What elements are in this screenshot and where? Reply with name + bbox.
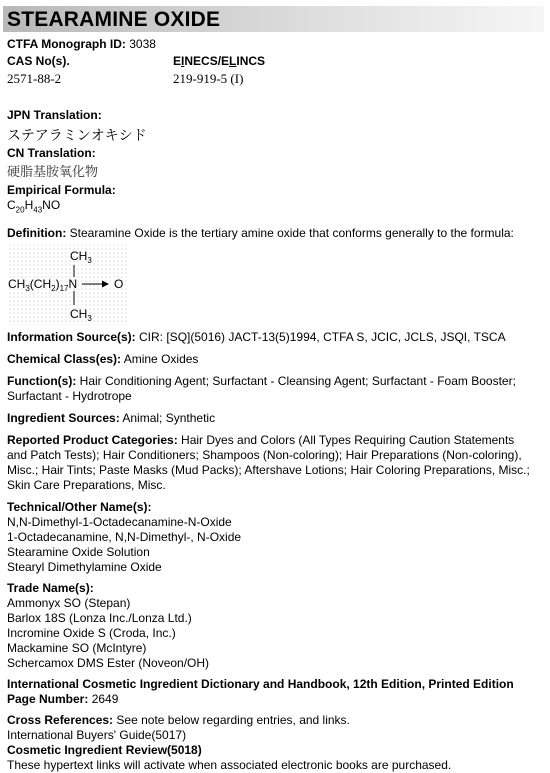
- product-categories-label: Reported Product Categories:: [7, 433, 178, 448]
- list-item: Stearamine Oxide Solution: [7, 545, 150, 560]
- cross-references-text: See note below regarding entries, and links.: [116, 713, 350, 728]
- list-item: Stearyl Dimethylamine Oxide: [7, 560, 162, 575]
- trade-names-label: Trade Name(s):: [7, 581, 94, 596]
- ctfa-id: [7, 37, 537, 52]
- svg-text:CH3(CH2)17N: $CH_3(CH_2)_{17}N$: [8, 277, 78, 294]
- cross-references: [7, 713, 537, 728]
- cross-references-label: Cross References:: [7, 713, 114, 728]
- jpn-value: ステアラミンオキシド: [7, 128, 147, 144]
- jpn-label: JPN Translation:: [7, 108, 102, 122]
- cosmetic-ingredient-review-link[interactable]: Cosmetic Ingredient Review(5018): [7, 743, 202, 758]
- structural-formula: [8, 243, 128, 325]
- cas-column: [7, 54, 173, 86]
- page-title: STEARAMINE OXIDE: [7, 8, 221, 31]
- list-item: N,N-Dimethyl-1-Octadecanamine-N-Oxide: [7, 515, 232, 530]
- functions: [7, 374, 537, 404]
- other-names-list: [7, 515, 537, 575]
- definition-label: Definition:: [7, 226, 67, 241]
- info-sources-label: Information Source(s):: [7, 330, 136, 345]
- functions-label: Function(s):: [7, 374, 77, 389]
- definition-text: Stearamine Oxide is the tertiary amine oxide that conforms generally to the formula:: [69, 226, 514, 241]
- other-names-label: Technical/Other Name(s):: [7, 500, 152, 515]
- trade-names-list: [7, 596, 537, 671]
- product-categories-text: Hair Dyes and Colors (All Types Requiring Caution Statements and Patch Tests); Hair Conditioners; Shampoos (Non-coloring); Hair Preparations (Non-coloring), Misc.; Hair Tints; Paste Masks (Mud Packs); Aftershave Lotions; Hair Coloring Preparations, Misc.; Skin Care Preparations, Misc.: [7, 433, 530, 493]
- ctfa-value: 3038: [129, 37, 156, 51]
- structure-drawing: [8, 243, 128, 325]
- cas-value: 2571-88-2: [7, 71, 62, 86]
- monograph-content: [7, 37, 537, 773]
- cn-label: CN Translation:: [7, 146, 96, 160]
- list-item: Mackamine SO (McIntyre): [7, 641, 147, 656]
- dictionary-value: 2649: [91, 692, 119, 707]
- einecs-column: [173, 54, 265, 86]
- list-item: Ammonyx SO (Stepan): [7, 596, 131, 611]
- einecs-value: 219-919-5 (I): [173, 71, 244, 86]
- cas-label: CAS No(s).: [7, 54, 70, 68]
- ingredient-sources: [7, 411, 537, 426]
- ctfa-label: CTFA Monograph ID:: [7, 37, 126, 51]
- buyers-guide-link[interactable]: International Buyers' Guide(5017): [7, 728, 187, 743]
- svg-text:O: O: [114, 277, 124, 292]
- svg-text:CH3: $CH_3$: [70, 307, 92, 324]
- footer-note: These hypertext links will activate when associated electronic books are purchased.: [7, 758, 452, 773]
- list-item: Incromine Oxide S (Croda, Inc.): [7, 626, 176, 641]
- functions-text: Hair Conditioning Agent; Surfactant - Cleansing Agent; Surfactant - Foam Booster; Surfactant - Hydrotrope: [7, 374, 516, 404]
- einecs-label: EINECS/ELINCS: [173, 54, 266, 68]
- chemical-class-text: Amine Oxides: [123, 352, 199, 367]
- empirical-formula: $C_{20}H_{43}NO$: [7, 198, 61, 215]
- svg-text:CH3: $CH_3$: [70, 249, 92, 266]
- registry-numbers: [7, 54, 537, 86]
- ingredient-sources-text: Animal; Synthetic: [122, 411, 216, 426]
- chemical-class-label: Chemical Class(es):: [7, 352, 122, 367]
- ingredient-sources-label: Ingredient Sources:: [7, 411, 120, 426]
- cn-value: 硬脂基胺氧化物: [7, 165, 99, 180]
- definition: [7, 226, 537, 241]
- info-sources-text: CIR: [SQ](5016) JACT-13(5)1994, CTFA S, JCIC, JCLS, JSQI, TSCA: [139, 330, 506, 345]
- dictionary-page: [7, 677, 537, 707]
- information-sources: [7, 330, 537, 345]
- list-item: 1-Octadecanamine, N,N-Dimethyl-, N-Oxide: [7, 530, 242, 545]
- list-item: Schercamox DMS Ester (Noveon/OH): [7, 656, 210, 671]
- chemical-class: [7, 352, 537, 367]
- product-categories: [7, 433, 537, 493]
- dictionary-label: International Cosmetic Ingredient Dictionary and Handbook, 12th Edition, Printed Edition Page Number:: [7, 677, 514, 707]
- empirical-label: Empirical Formula:: [7, 183, 116, 197]
- list-item: Barlox 18S (Lonza Inc./Lonza Ltd.): [7, 611, 192, 626]
